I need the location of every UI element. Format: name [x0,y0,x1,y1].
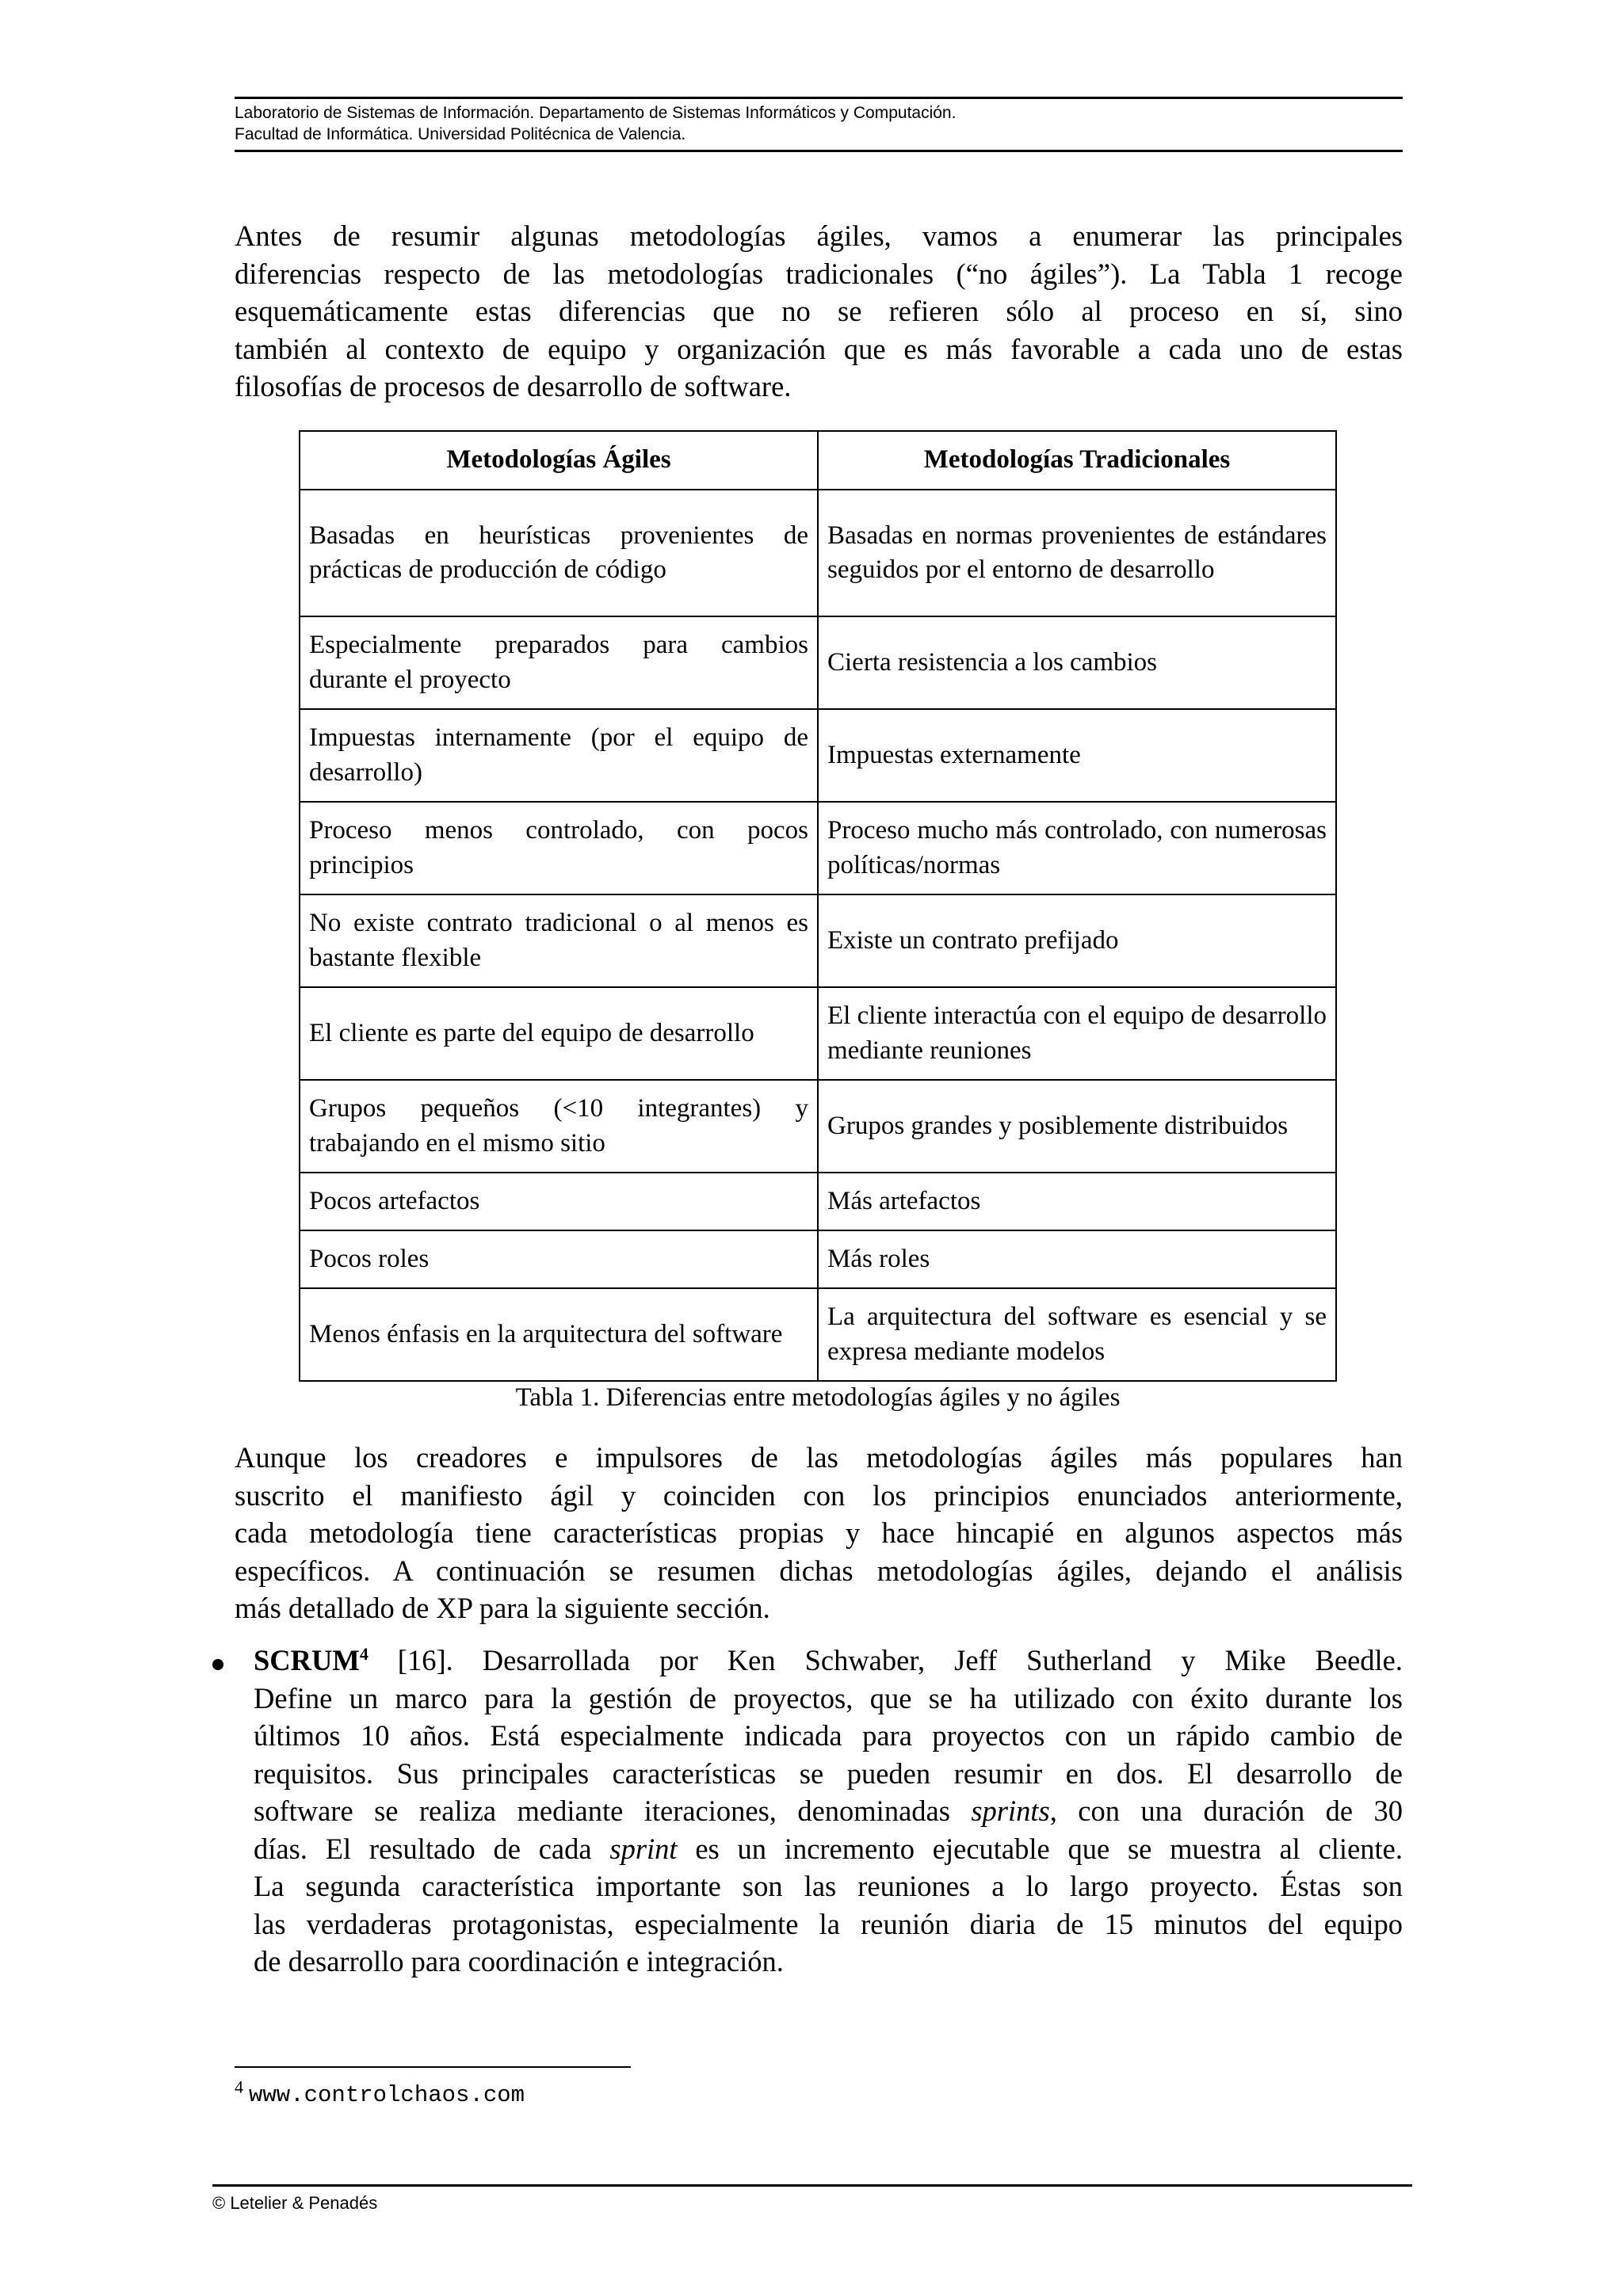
cell-traditional: Grupos grandes y posiblemente distribuidos [818,1080,1336,1173]
paragraph-line: específicos. A continuación se resumen dichas metodologías ágiles, dejando el análisis [235,1554,1403,1587]
paragraph-line: más detallado de XP para la siguiente sección. [235,1592,770,1624]
page-header [235,97,1403,152]
scrum-line-2: Define un marco para la gestión de proyectos, que se ha utilizado con éxito durante los [254,1681,1403,1714]
page-footer [212,2184,1412,2214]
footnote-url-link[interactable]: www.controlchaos.com [249,2082,525,2108]
table-row [300,1080,1336,1173]
intro-paragraph [235,217,1403,406]
paragraph-line: suscrito el manifiesto ágil y coinciden con los principios enunciados anteriormente, [235,1478,1403,1512]
scrum-line-3: últimos 10 años. Está especialmente indicada para proyectos con un rápido cambio de [254,1719,1403,1752]
second-paragraph [235,1439,1403,1627]
comparison-table [299,430,1337,1382]
cell-traditional: Más artefactos [818,1173,1336,1230]
table-header-row [300,431,1336,490]
cell-agile: Especialmente preparados para cambios durante el proyecto [300,616,818,709]
table-row [300,490,1336,616]
cell-agile: El cliente es parte del equipo de desarrollo [300,987,818,1080]
bullet-icon [212,1659,223,1670]
cell-agile: Grupos pequeños (<10 integrantes) y trabajando en el mismo sitio [300,1080,818,1173]
scrum-line-7: La segunda característica importante son las reuniones a lo largo proyecto. Éstas son [254,1870,1403,1902]
footnote-reference[interactable]: 4 [359,1643,369,1664]
cell-agile: Menos énfasis en la arquitectura del software [300,1288,818,1381]
paragraph-line: cada metodología tiene características propias y hace hincapié en algunos aspectos más [235,1516,1403,1549]
header-traditional: Metodologías Tradicionales [818,431,1336,490]
table-row [300,802,1336,894]
header-line-2: Facultad de Informática. Universidad Politécnica de Valencia. [235,125,686,143]
scrum-line-5 [254,1792,1403,1830]
scrum-line-8: las verdaderas protagonistas, especialmente la reunión diaria de 15 minutos del equipo [254,1907,1403,1940]
cell-agile: Pocos roles [300,1230,818,1288]
cell-traditional: El cliente interactúa con el equipo de desarrollo mediante reuniones [818,987,1336,1080]
paragraph-line: Aunque los creadores e impulsores de las metodologías ágiles más populares han [235,1441,1403,1474]
scrum-line-5-a: software se realiza mediante iteraciones, denominadas [254,1794,972,1827]
cell-agile: Pocos artefactos [300,1173,818,1230]
scrum-line-6-a: días. El resultado de cada [254,1832,610,1865]
scrum-line-1: [16]. Desarrollada por Ken Schwaber, Jeff Sutherland y Mike Beedle. [368,1644,1403,1676]
scrum-sprint-em: sprint [609,1832,678,1865]
cell-agile: No existe contrato tradicional o al menos es bastante flexible [300,894,818,987]
cell-agile: Proceso menos controlado, con pocos principios [300,802,818,894]
scrum-bullet-item [254,1642,1403,1981]
table-row [300,894,1336,987]
cell-traditional: Existe un contrato prefijado [818,894,1336,987]
cell-traditional: Cierta resistencia a los cambios [818,616,1336,709]
intro-line: también al contexto de equipo y organización que es más favorable a cada uno de estas [235,332,1403,365]
table-row [300,987,1336,1080]
cell-traditional: Proceso mucho más controlado, con numerosas políticas/normas [818,802,1336,894]
intro-line: Antes de resumir algunas metodologías ágiles, vamos a enumerar las principales [235,219,1403,252]
table-row [300,1288,1336,1381]
scrum-line-6 [254,1830,1403,1868]
table-row [300,616,1336,709]
table-row [300,709,1336,802]
intro-line: filosofías de procesos de desarrollo de software. [235,370,792,402]
intro-line: diferencias respecto de las metodologías tradicionales (“no ágiles”). La Tabla 1 recoge [235,257,1403,290]
cell-agile: Basadas en heurísticas provenientes de prácticas de producción de código [300,490,818,616]
footnote [235,2077,525,2110]
footer-copyright: © Letelier & Penadés [212,2193,378,2213]
footnote-divider [235,2066,631,2068]
scrum-line-4: requisitos. Sus principales características se pueden resumir en dos. El desarrollo de [254,1756,1403,1790]
scrum-term [254,1644,369,1676]
cell-traditional: Más roles [818,1230,1336,1288]
scrum-line-9: de desarrollo para coordinación e integración. [254,1945,784,1978]
header-line-1: Laboratorio de Sistemas de Información. Departamento de Sistemas Informáticos y Computación. [235,104,957,122]
table-row [300,1173,1336,1230]
cell-agile: Impuestas internamente (por el equipo de desarrollo) [300,709,818,802]
scrum-line-6-b: es un incremento ejecutable que se muestra al cliente. [677,1832,1403,1865]
table-caption: Tabla 1. Diferencias entre metodologías ágiles y no ágiles [515,1383,1121,1412]
cell-traditional: Impuestas externamente [818,709,1336,802]
cell-traditional: La arquitectura del software es esencial y se expresa mediante modelos [818,1288,1336,1381]
scrum-term-text: SCRUM [254,1644,360,1676]
table-row [300,1230,1336,1288]
header-agile: Metodologías Ágiles [300,431,818,490]
cell-traditional: Basadas en normas provenientes de estándares seguidos por el entorno de desarrollo [818,490,1336,616]
scrum-sprints-em: sprints [971,1794,1050,1827]
scrum-line-5-b: , con una duración de 30 [1049,1794,1403,1827]
intro-line: esquemáticamente estas diferencias que no se refieren sólo al proceso en sí, sino [235,295,1403,327]
footnote-mark: 4 [235,2077,243,2097]
